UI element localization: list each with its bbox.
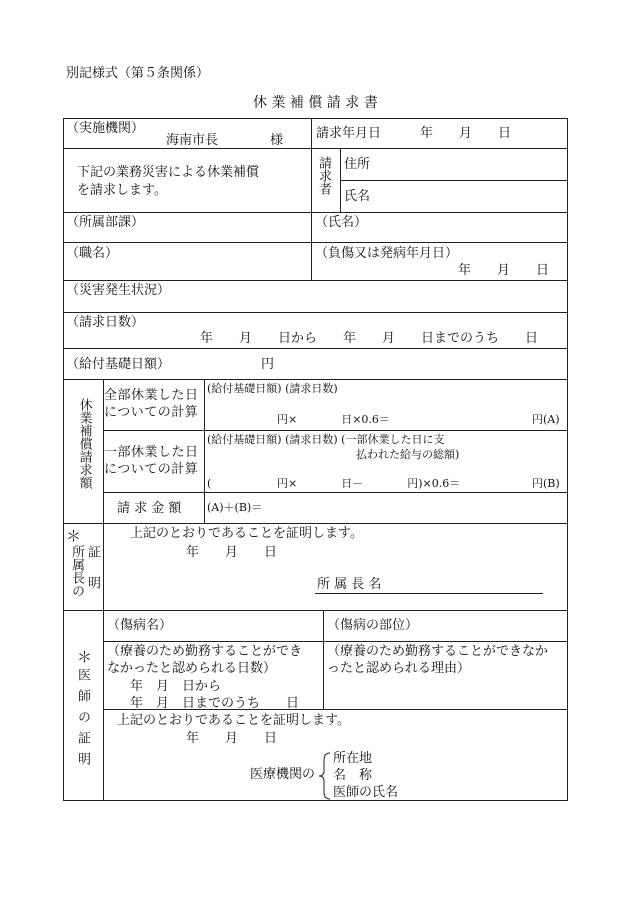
disease-label: （傷病名） bbox=[107, 618, 173, 633]
institution-label: 医療機関の bbox=[250, 767, 316, 782]
claim-days-value: 年 月 日から 年 月 日までのうち 日 bbox=[200, 331, 539, 346]
doctor-cert-side-label: 医師の証明 bbox=[75, 668, 90, 773]
partial-open-paren: ( bbox=[207, 477, 212, 490]
partial-label-2: についての計算 bbox=[104, 462, 199, 477]
dept-cert-statement: 上記のとおりであることを証明します。 bbox=[130, 526, 363, 541]
reason-line-2: ったと認められる理由） bbox=[327, 661, 471, 676]
reason-line-1: （療養のため勤務することができなか bbox=[327, 644, 549, 659]
full-label-1: 全部休業した日 bbox=[104, 388, 199, 403]
base-daily-unit: 円 bbox=[261, 357, 275, 372]
doctor-cert-asterisk: ＊ bbox=[77, 648, 93, 666]
partial-header-2: 払われた給与の総額) bbox=[356, 448, 460, 461]
disaster-label: （災害発生状況） bbox=[66, 283, 171, 298]
dept-cert-side-label: 所属長の bbox=[69, 545, 84, 597]
dept-label: （所属部課） bbox=[66, 215, 145, 230]
name-label: 氏名 bbox=[344, 189, 371, 204]
dept-cert-date: 年 月 日 bbox=[186, 545, 278, 560]
dept-cert-side-label-2: 証明 bbox=[85, 545, 100, 607]
institution-name-label: 名 称 bbox=[333, 768, 373, 783]
dept-head-name-label: 所 属 長 名 bbox=[317, 577, 382, 592]
brace-icon bbox=[318, 752, 332, 800]
doctor-cert-date: 年 月 日 bbox=[186, 731, 278, 746]
calc-side-label: 休業補償請求額 bbox=[76, 398, 92, 489]
claimant-label: 請求者 bbox=[316, 156, 331, 195]
total-formula: (A)＋(B)＝ bbox=[207, 501, 263, 514]
total-label: 請 求 金 額 bbox=[117, 501, 182, 516]
form-title: 休 業 補 償 請 求 書 bbox=[253, 95, 378, 111]
days-line-2: なかったと認められる日数） bbox=[107, 661, 277, 676]
partial-result: 円(B) bbox=[532, 477, 560, 490]
dept-cert-asterisk: ＊ bbox=[66, 527, 82, 545]
addressee: 海南市長 様 bbox=[166, 133, 284, 148]
full-formula: 円× 日×0.6＝ bbox=[277, 413, 390, 426]
partial-header-1: (給付基礎日額) (請求日数) (一部休業した日に支 bbox=[207, 433, 445, 446]
partial-label-1: 一部休業した日 bbox=[104, 445, 199, 460]
statement-line-1: 下記の業務災害による休業補償 bbox=[77, 165, 260, 180]
agency-label: （実施機関） bbox=[66, 121, 145, 136]
statement-line-2: を請求します。 bbox=[77, 183, 167, 198]
full-header: (給付基礎日額) (請求日数) bbox=[207, 382, 338, 395]
form-reference: 別記様式（第５条関係） bbox=[66, 66, 210, 81]
claim-date: 請求年月日 年 月 日 bbox=[316, 126, 512, 141]
doctor-cert-statement: 上記のとおりであることを証明します。 bbox=[117, 713, 350, 728]
claim-days-label: （請求日数） bbox=[66, 315, 145, 330]
person-name-label: （氏名） bbox=[315, 215, 368, 230]
injury-date-label: （負傷又は発病年月日） bbox=[315, 246, 459, 261]
dept-head-signature-line bbox=[315, 593, 543, 594]
days-line-3: 年 月 日から bbox=[130, 679, 222, 694]
partial-formula: 円× 日－ 円)×0.6＝ bbox=[277, 477, 461, 490]
address-label: 住所 bbox=[344, 157, 371, 172]
doctor-name-label: 医師の氏名 bbox=[333, 785, 399, 800]
days-line-4: 年 月 日までのうち 日 bbox=[130, 696, 300, 711]
days-line-1: （療養のため勤務することができ bbox=[107, 644, 303, 659]
injury-date-value: 年 月 日 bbox=[458, 263, 550, 278]
position-label: （職名） bbox=[66, 246, 119, 261]
full-label-2: についての計算 bbox=[104, 405, 199, 420]
body-part-label: （傷病の部位） bbox=[327, 618, 419, 633]
full-result: 円(A) bbox=[532, 413, 560, 426]
base-daily-label: （給付基礎日額） bbox=[66, 357, 171, 372]
location-label: 所在地 bbox=[333, 751, 373, 766]
